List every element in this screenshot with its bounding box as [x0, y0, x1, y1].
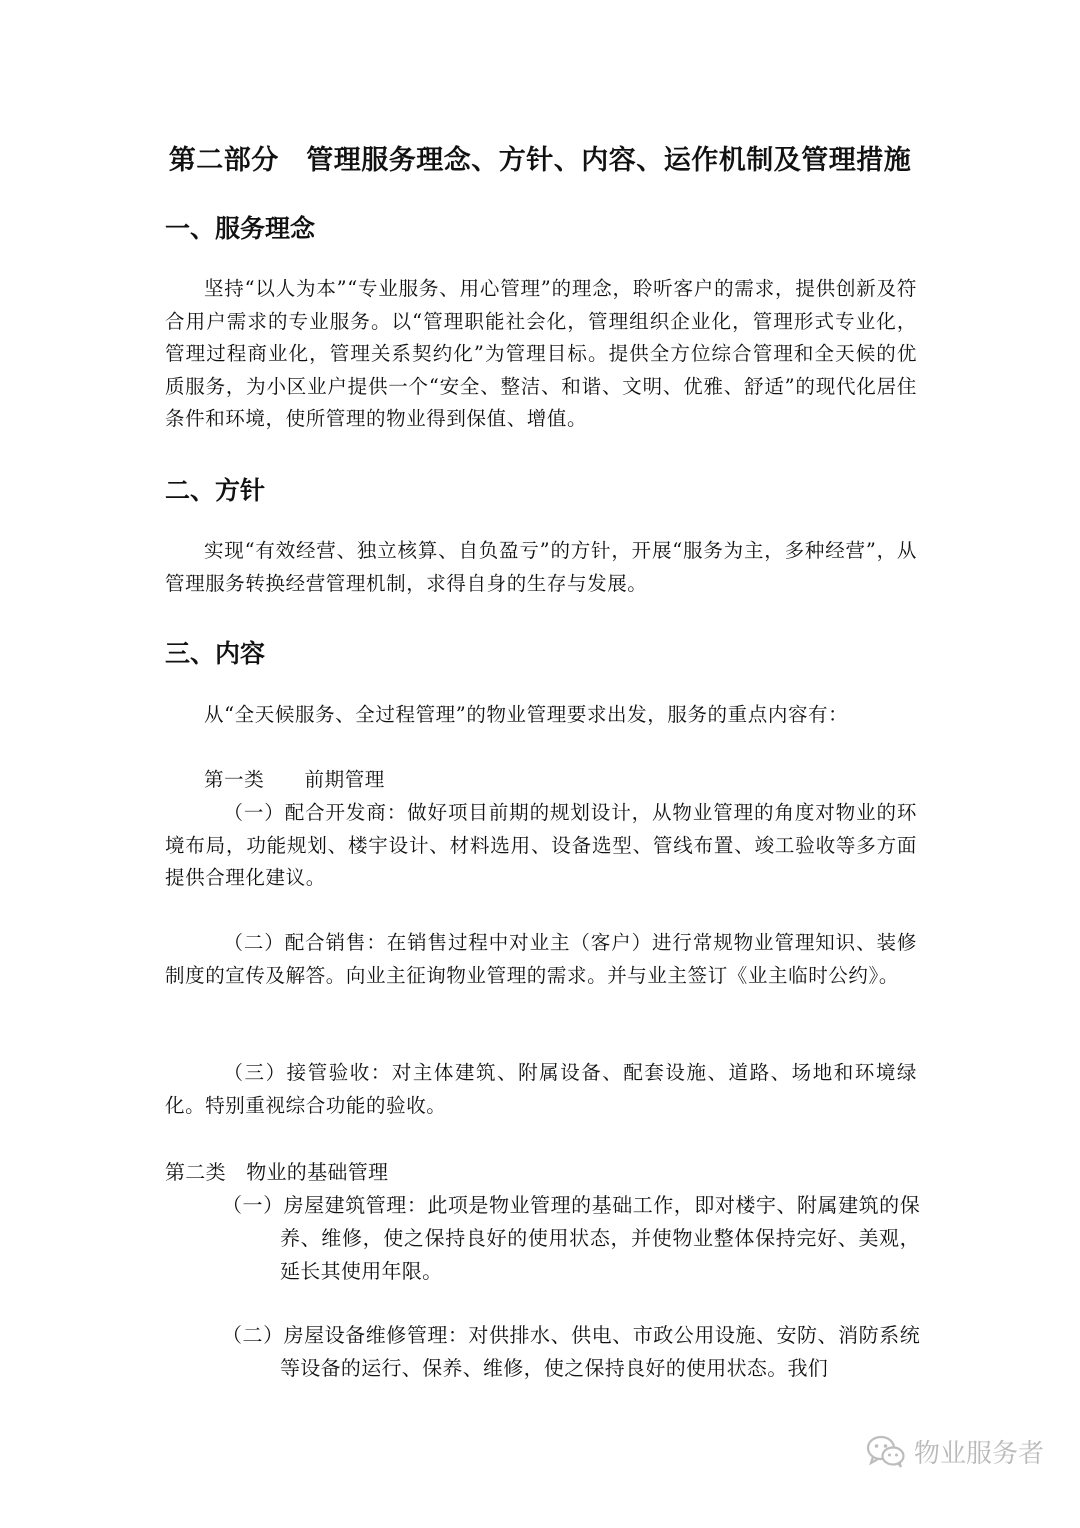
watermark-text: 物业服务者 — [913, 1439, 1044, 1469]
watermark — [866, 1433, 1044, 1470]
paragraph-content-intro: 从“全天候服务、全过程管理”的物业管理要求出发，服务的重点内容有： — [204, 703, 849, 726]
category-1-item-3: （三）接管验收：对主体建筑、附属设备、配套设施、道路、场地和环境绿化。特别重视综合功能的验收。 — [165, 1061, 917, 1117]
section-heading-service-concept: 一、服务理念 — [165, 214, 316, 243]
category-1-item-1: （一）配合开发商：做好项目前期的规划设计，从物业管理的角度对物业的环境布局，功能规划、楼宇设计、材料选用、设备选型、管线布置、竣工验收等多方面提供合理化建议。 — [165, 801, 917, 889]
category-1-label: 第一类 前期管理 — [204, 768, 385, 791]
section-heading-content: 三、内容 — [165, 639, 266, 668]
paragraph-service-concept: 坚持“以人为本”“专业服务、用心管理”的理念，聆听客户的需求，提供创新及符合用户需求的专业服务。以“管理职能社会化，管理组织企业化，管理形式专业化，管理过程商业化，管理关系契约化”为管理目标。提供全方位综合管理和全天候的优质服务，为小区业户提供一个“安全、整洁、和谐、文明、优雅、舒适”的现代化居住条件和环境，使所管理的物业得到保值、增值。 — [165, 277, 917, 430]
page-title: 第二部分 管理服务理念、方针、内容、运作机制及管理措施 — [168, 145, 912, 176]
category-2-item-1: （一）房屋建筑管理：此项是物业管理的基础工作，即对楼宇、附属建筑的保养、维修，使之保持良好的使用状态，并使物业整体保持完好、美观，延长其使用年限。 — [222, 1193, 920, 1283]
wechat-icon — [866, 1435, 906, 1469]
section-heading-policy: 二、方针 — [165, 476, 266, 505]
category-2-label: 第二类 物业的基础管理 — [165, 1160, 389, 1184]
paragraph-policy: 实现“有效经营、独立核算、自负盈亏”的方针，开展“服务为主，多种经营”，从管理服务转换经营管理机制，求得自身的生存与发展。 — [165, 539, 917, 595]
category-1-item-2: （二）配合销售：在销售过程中对业主（客户）进行常规物业管理知识、装修制度的宣传及解答。向业主征询物业管理的需求。并与业主签订《业主临时公约》。 — [165, 931, 917, 987]
category-2-item-2: （二）房屋设备维修管理：对供排水、供电、市政公用设施、安防、消防系统等设备的运行、保养、维修，使之保持良好的使用状态。我们 — [222, 1323, 920, 1380]
